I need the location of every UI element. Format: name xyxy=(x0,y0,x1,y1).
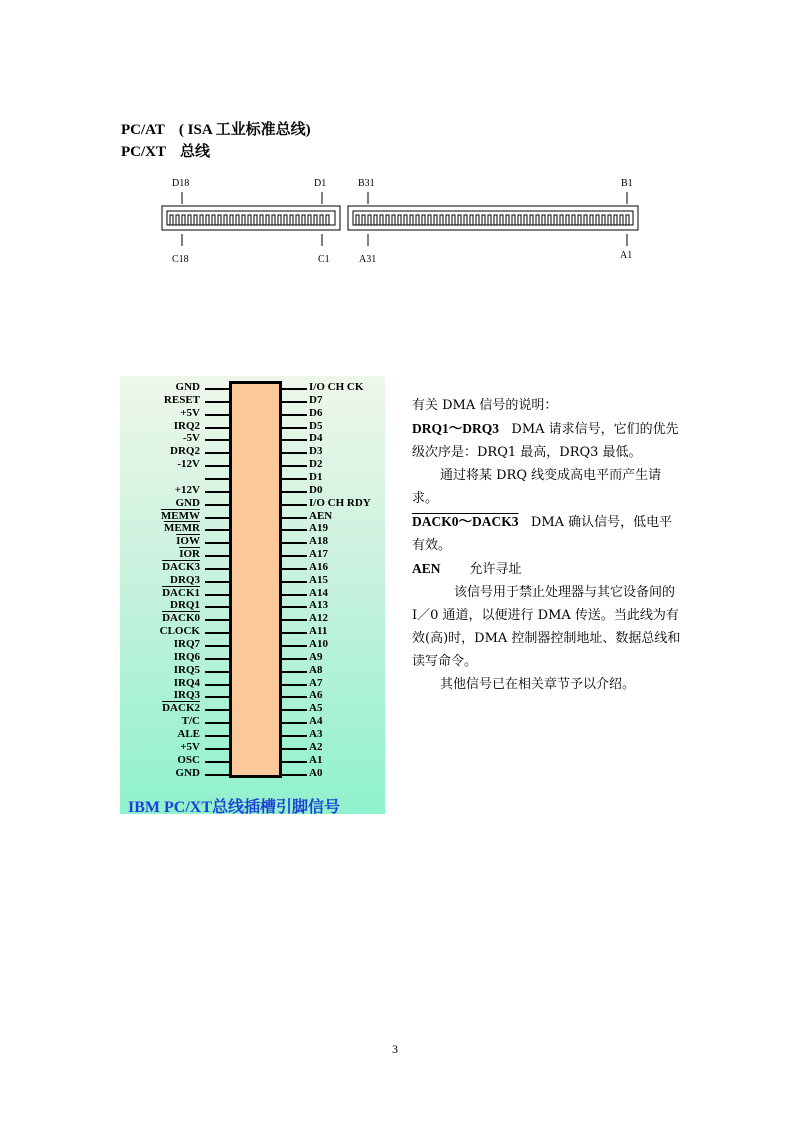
connector-label-d18: D18 xyxy=(172,178,190,189)
pin-label-right: D2 xyxy=(309,458,323,471)
pin-lead-left xyxy=(205,684,231,686)
pin-lead-left xyxy=(205,568,231,570)
heading-pc-xt-label: PC/XT xyxy=(121,144,166,160)
pin-lead-left xyxy=(205,452,231,454)
pin-label-left: GND xyxy=(175,766,200,779)
pin-label-left: DACK1 xyxy=(162,586,200,599)
pin-label-right: A16 xyxy=(309,560,328,573)
heading-pc-at-desc: ( ISA 工业标准总线) xyxy=(178,122,311,138)
pinout-caption: IBM PC/XT总线插槽引脚信号 xyxy=(128,799,341,814)
pin-label-right: D4 xyxy=(309,432,323,445)
pin-lead-right xyxy=(281,696,307,698)
pin-lead-right xyxy=(281,619,307,621)
notes-drq xyxy=(412,417,684,464)
pin-label-left: DRQ2 xyxy=(170,445,200,458)
pin-lead-right xyxy=(281,568,307,570)
pin-label-left: -5V xyxy=(182,432,200,445)
pin-label-right: A1 xyxy=(309,753,323,766)
pin-lead-left xyxy=(205,709,231,711)
pin-lead-left xyxy=(205,722,231,724)
pin-label-left: GND xyxy=(175,381,200,393)
pin-label-right: I/O CH RDY xyxy=(309,496,371,509)
pin-label-right: A2 xyxy=(309,740,323,753)
drq-desc: DMA 请求信号，它们的优先级次序是：DRQ1 最高，DRQ3 最低。 xyxy=(412,422,679,460)
pin-lead-right xyxy=(281,735,307,737)
connector-label-a31: A31 xyxy=(359,254,377,265)
pin-lead-right xyxy=(281,748,307,750)
pin-label-right: A4 xyxy=(309,715,323,728)
connector-label-d1: D1 xyxy=(314,178,327,189)
edge-connector-diagram xyxy=(160,170,650,270)
pin-label-left: IRQ4 xyxy=(173,676,200,689)
pin-lead-left xyxy=(205,478,231,480)
pin-lead-right xyxy=(281,491,307,493)
pin-label-right: A11 xyxy=(309,625,328,638)
heading-pc-xt xyxy=(121,140,210,161)
heading-pc-xt-desc: 总线 xyxy=(180,144,211,160)
pin-lead-right xyxy=(281,774,307,776)
pin-lead-right xyxy=(281,465,307,467)
pin-label-left: $\overline{IOW}$ xyxy=(176,535,200,548)
pin-label-left: DACK3 xyxy=(162,560,200,573)
pin-lead-left xyxy=(205,401,231,403)
pin-label-left: IRQ5 xyxy=(173,663,200,676)
pin-label-left: +12V xyxy=(174,483,200,496)
pin-lead-right xyxy=(281,542,307,544)
pin-lead-right xyxy=(281,645,307,647)
pin-lead-left xyxy=(205,517,231,519)
pin-label-left: IRQ2 xyxy=(173,419,200,432)
connector-label-b1: B1 xyxy=(621,178,633,189)
pin-label-right: I/O CH CK xyxy=(309,381,364,393)
pin-label-left: CLOCK xyxy=(159,625,200,638)
page-number: 3 xyxy=(392,1042,398,1056)
pin-label-left: IRQ7 xyxy=(173,638,200,650)
connector-label-c1: C1 xyxy=(318,254,330,265)
pin-lead-left xyxy=(205,658,231,660)
pin-label-left: IRQ3 xyxy=(173,689,200,702)
pin-lead-left xyxy=(205,491,231,493)
pin-lead-right xyxy=(281,671,307,673)
connector-label-c18: C18 xyxy=(172,254,189,265)
pin-label-left: ALE xyxy=(177,727,200,740)
pin-lead-right xyxy=(281,388,307,390)
dma-notes xyxy=(412,394,684,696)
pin-lead-right xyxy=(281,606,307,608)
pin-lead-left xyxy=(205,504,231,506)
pin-lead-right xyxy=(281,414,307,416)
pin-lead-left xyxy=(205,388,231,390)
pinout-figure xyxy=(120,376,385,814)
pin-lead-right xyxy=(281,401,307,403)
slot-body xyxy=(229,381,282,778)
pin-lead-left xyxy=(205,594,231,596)
pin-label-left: DRQ3 xyxy=(170,573,200,586)
pin-lead-left xyxy=(205,427,231,429)
pin-lead-left xyxy=(205,606,231,608)
pin-lead-right xyxy=(281,722,307,724)
pin-label-right: A7 xyxy=(309,676,323,689)
pin-lead-left xyxy=(205,542,231,544)
pin-label-right: A6 xyxy=(309,689,323,702)
pin-lead-left xyxy=(205,439,231,441)
pin-label-right: A9 xyxy=(309,650,323,663)
pin-label-right: A14 xyxy=(309,586,328,599)
pin-lead-right xyxy=(281,761,307,763)
notes-dack xyxy=(412,510,684,557)
pin-lead-left xyxy=(205,465,231,467)
pin-lead-right xyxy=(281,632,307,634)
pin-label-right: AEN xyxy=(309,509,333,522)
pin-lead-left xyxy=(205,619,231,621)
pin-lead-right xyxy=(281,529,307,531)
pin-label-right: D1 xyxy=(309,470,323,483)
pin-lead-right xyxy=(281,581,307,583)
pin-lead-left xyxy=(205,414,231,416)
pin-lead-right xyxy=(281,658,307,660)
pin-lead-right xyxy=(281,594,307,596)
pin-lead-left xyxy=(205,671,231,673)
pin-lead-left xyxy=(205,529,231,531)
pin-label-right: A19 xyxy=(309,522,328,535)
pin-lead-right xyxy=(281,517,307,519)
pin-label-right: A13 xyxy=(309,599,328,612)
pin-lead-left xyxy=(205,581,231,583)
pin-lead-right xyxy=(281,684,307,686)
pin-label-left: +5V xyxy=(180,740,200,753)
pin-label-left: +5V xyxy=(180,406,200,419)
pin-lead-left xyxy=(205,632,231,634)
notes-aen-desc: 该信号用于禁止处理器与其它设备间的 I／0 通道，以便进行 DMA 传送。当此线为有效(高)时，DMA 控制器控制地址、数据总线和读写命令。 xyxy=(412,585,681,669)
pin-lead-right xyxy=(281,555,307,557)
pin-label-right: D7 xyxy=(309,393,323,406)
dack-term: DACK0～DACK3 xyxy=(412,514,519,529)
pin-lead-right xyxy=(281,478,307,480)
notes-intro: 有关 DMA 信号的说明： xyxy=(412,398,558,413)
pin-lead-right xyxy=(281,504,307,506)
connector-label-b31: B31 xyxy=(358,178,375,189)
pin-label-left: DACK0 xyxy=(162,612,200,625)
pin-label-left: RESET xyxy=(163,393,200,406)
pin-label-right: A17 xyxy=(309,548,328,561)
drq-term: DRQ1～DRQ3 xyxy=(412,421,499,436)
pin-label-left: MEMW xyxy=(160,509,200,522)
connector-label-a1: A1 xyxy=(620,250,633,261)
pin-label-right: A8 xyxy=(309,663,323,676)
pin-lead-right xyxy=(281,427,307,429)
pin-lead-right xyxy=(281,439,307,441)
heading-pc-at-label: PC/AT xyxy=(121,122,165,138)
notes-other: 其他信号已在相关章节予以介绍。 xyxy=(440,677,636,692)
pin-label-right: D5 xyxy=(309,419,323,432)
pin-label-right: A15 xyxy=(309,573,328,586)
notes-drq-para2: 通过将某 DRQ 线变成高电平而产生请求。 xyxy=(412,468,662,506)
pin-lead-right xyxy=(281,452,307,454)
notes-aen xyxy=(412,557,684,581)
pin-label-right: D3 xyxy=(309,445,323,458)
pin-label-left: -12V xyxy=(177,458,200,471)
pin-label-right: A5 xyxy=(309,702,323,715)
pin-label-left: GND xyxy=(175,496,200,509)
pin-lead-left xyxy=(205,748,231,750)
dack-desc: DMA 确认信号，低电平有效。 xyxy=(412,515,673,553)
pin-label-left: MEMR xyxy=(163,522,200,535)
pin-lead-left xyxy=(205,696,231,698)
pin-label-left: OSC xyxy=(177,753,200,766)
pin-label-left: $\overline{IOR}$ xyxy=(179,548,200,561)
pin-label-right: A3 xyxy=(309,727,323,740)
pin-label-left: T/C xyxy=(181,715,200,728)
pin-label-right: A10 xyxy=(309,638,328,650)
pin-lead-left xyxy=(205,774,231,776)
pin-label-left: IRQ6 xyxy=(173,650,200,663)
pin-label-right: A0 xyxy=(309,766,323,779)
pin-label-right: D6 xyxy=(309,406,323,419)
pin-label-right: D0 xyxy=(309,483,323,496)
pin-lead-left xyxy=(205,761,231,763)
pin-lead-left xyxy=(205,735,231,737)
aen-title: 允许寻址 xyxy=(469,562,522,577)
pin-label-right: A18 xyxy=(309,535,328,548)
aen-term: AEN xyxy=(412,561,441,576)
pin-label-left: DACK2 xyxy=(162,702,200,715)
pin-label-right: A12 xyxy=(309,612,328,625)
pin-lead-left xyxy=(205,645,231,647)
pin-lead-right xyxy=(281,709,307,711)
heading-pc-at xyxy=(121,118,311,139)
pin-lead-left xyxy=(205,555,231,557)
pin-label-left: DRQ1 xyxy=(170,599,200,612)
